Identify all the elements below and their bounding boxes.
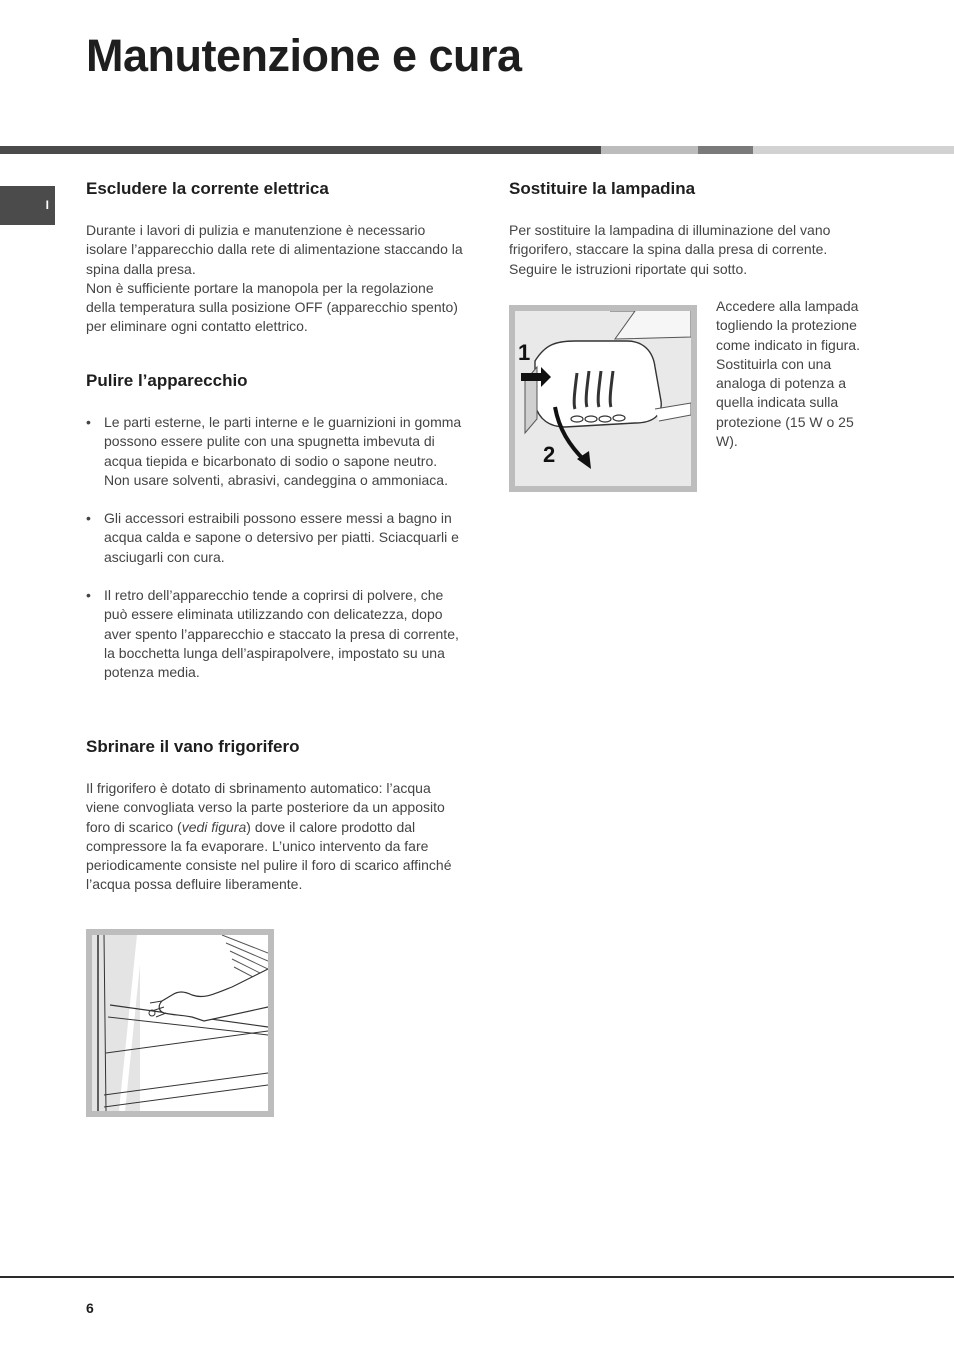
header-rule-dark <box>0 146 601 154</box>
list-item-text: Il retro dell’apparecchio tende a coprirsi di polvere, che può essere eliminata utilizzando con delicatezza, dopo aver spento l’apparecchio e staccato la presa di corrente, la bocchetta lunga dell’aspirapolvere, impostato su una potenza media. <box>104 587 459 681</box>
list-item-text: Le parti esterne, le parti interne e le guarnizioni in gomma possono essere pulite con una spugnetta imbevuta di acqua tiepida e bicarbonato di sodio o sapone neutro. Non usare solventi, abrasivi, candeggina o ammoniaca. <box>104 414 462 488</box>
section-clean <box>86 371 466 702</box>
section-heading: Pulire l’apparecchio <box>86 371 248 390</box>
list-item <box>86 509 466 567</box>
bullet-list <box>86 413 466 683</box>
bullet-mark: • <box>86 587 91 604</box>
header-rule-light <box>601 146 698 154</box>
header-rule-mid <box>698 146 753 154</box>
section-heading: Sostituire la lampadina <box>509 179 696 198</box>
section-power <box>86 179 466 337</box>
paragraph: Per sostituire la lampadina di illuminazione del vano frigorifero, staccare la spina dalla presa di corrente. Seguire le istruzioni riportate qui sotto. <box>509 222 831 277</box>
section-lamp <box>509 179 889 279</box>
section-heading: Escludere la corrente elettrica <box>86 179 329 198</box>
step-2-label: 2 <box>543 442 556 467</box>
page-title: Manutenzione e cura <box>86 30 522 81</box>
paragraph-text: ) dove il calore prodotto dal compressore la fa evaporare. L’unico intervento da fare periodicamente consiste nel pulire il foro di scarico affinché l’acqua possa defluire liberamente. <box>86 818 452 893</box>
page-number: 6 <box>86 1300 94 1316</box>
header-rule-light-end <box>753 146 954 154</box>
list-item-text: Gli accessori estraibili possono essere messi a bagno in acqua calda e sapone o detersivo per piatti. Sciacquarli e asciugarli con cura. <box>104 510 459 565</box>
defrost-drain-illustration <box>86 929 274 1117</box>
lamp-caption: Accedere alla lampada togliendo la protezione come indicato in figura. Sostituirla con una analoga di potenza a quella indicata sulla protezione (15 W o 25 W). <box>716 298 860 450</box>
defrost-drain-drawing <box>92 935 268 1111</box>
paragraph <box>86 779 466 895</box>
bullet-mark: • <box>86 510 91 527</box>
paragraph: Non è sufficiente portare la manopola per la regolazione della temperatura sulla posizione OFF (apparecchio spento) per eliminare ogni contatto elettrico. <box>86 279 458 335</box>
language-tab: I <box>0 186 55 225</box>
list-item <box>86 413 466 490</box>
step-1-label: 1 <box>518 340 531 365</box>
bullet-mark: • <box>86 414 91 430</box>
lamp-replacement-illustration <box>509 305 697 492</box>
section-heading: Sbrinare il vano frigorifero <box>86 737 300 756</box>
lamp-cover-drawing <box>515 311 691 486</box>
paragraph-text: Il frigorifero è dotato di sbrinamento automatico: l’acqua viene convogliata verso la parte posteriore da un apposito foro di scarico ( <box>86 780 445 835</box>
list-item <box>86 586 466 682</box>
figure-reference: vedi figura <box>181 818 247 835</box>
section-defrost <box>86 737 466 895</box>
footer-rule <box>0 1276 954 1278</box>
paragraph: Durante i lavori di pulizia e manutenzione è necessario isolare l’apparecchio dalla rete di alimentazione staccando la spina dalla presa. <box>86 222 463 277</box>
